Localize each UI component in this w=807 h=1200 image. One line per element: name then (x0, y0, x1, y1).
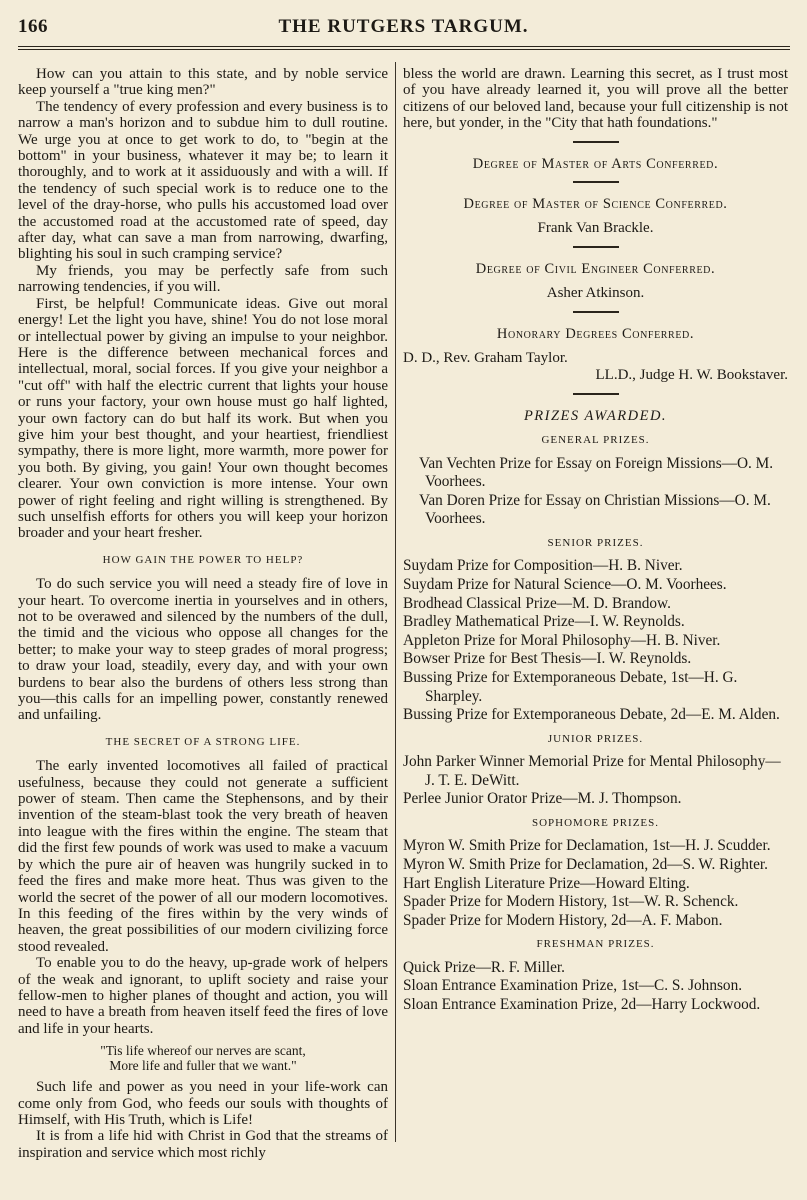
section-rule (573, 181, 619, 183)
prize-item: Myron W. Smith Prize for Declamation, 1st—H. J. Scudder. (403, 837, 771, 855)
paragraph: My friends, you may be perfectly safe from such narrowing tendencies, if you will. (18, 262, 388, 296)
prizes-title: PRIZES AWARDED. (523, 407, 668, 424)
paragraph: How can you attain to this state, and by noble service keep yourself a "true king men?" (18, 66, 388, 99)
prize-item: Myron W. Smith Prize for Declamation, 2d—S. W. Righter. (403, 856, 768, 873)
paragraph: Such life and power as you need in your life-work can come only from God, who feeds our souls with thoughts of Himself, with His Truth, which is Life! (18, 1079, 388, 1128)
prize-item: Van Doren Prize for Essay on Christian Missions—O. M. Voorhees. (419, 491, 771, 528)
prize-item: Quick Prize—R. F. Miller. (403, 958, 565, 976)
verse-quote (18, 1043, 388, 1073)
degree-heading-science: Degree of Master of Science Conferred. (463, 196, 728, 213)
quote-line: More life and fuller that we want." (109, 1058, 297, 1074)
degree-recipient: Frank Van Brackle. (537, 220, 654, 237)
page-header (0, 14, 807, 50)
honorary-recipient: LL.D., Judge H. W. Bookstaver. (595, 367, 788, 384)
running-title: THE RUTGERS TARGUM. (278, 16, 529, 37)
paragraph: It is from a life hid with Christ in God that the streams of inspiration and service which most richly (18, 1128, 388, 1161)
section-rule (573, 311, 619, 313)
prize-category-heading: FRESHMAN PRIZES. (536, 938, 655, 951)
prize-item: Sloan Entrance Examination Prize, 1st—C. S. Johnson. (403, 977, 743, 995)
paragraph: bless the world are drawn. Learning this secret, as I trust most of you have already learned it, you will prove all the better citizens of our beloved land, because your full citizenship is not here, but yonder, in the "City that hath foundations." (403, 66, 788, 132)
section-rule (573, 246, 619, 248)
prize-item: Spader Prize for Modern History, 2d—A. F. Mabon. (403, 911, 723, 929)
right-column (403, 66, 788, 1192)
degree-heading-civil: Degree of Civil Engineer Conferred. (475, 260, 716, 277)
column-divider (395, 62, 396, 1142)
section-rule (573, 393, 619, 395)
paragraph: The early invented locomotives all failed of practical usefulness, because they could not generate a sufficient power of steam. Then came the Stephensons, and by their invention of the steam-blast took the very breath of heaven into league with the fires within the engine. The steam that did the first few pounds of work was used to make a vacuum by which the pure air of heaven was hungrily sucked in to feed the fires and make more heat. Thus was given to the world the secret of the power of all our modern locomotives. In this feeding of the fires within by the very winds of heaven, the great possibilities of our modern civilizing force stood revealed. (18, 758, 388, 955)
prize-item: Bradley Mathematical Prize—I. W. Reynolds. (403, 613, 685, 631)
section-heading: THE SECRET OF A STRONG LIFE. (105, 735, 301, 748)
prize-item: Suydam Prize for Composition—H. B. Niver. (403, 557, 683, 575)
prize-item: Brodhead Classical Prize—M. D. Brandow. (403, 594, 671, 612)
paragraph: To do such service you will need a steady fire of love in your heart. To overcome inertia in yourselves and in others, not to be overawed and silenced by the numbers of the dull, the timid and the vicious who oppose all changes for the better; to make your way to steep grades of moral progress; to draw your load, steadily, every day, and with your own burdens to bear also the burdens of others less strong than you—this calls for an impelling power, constantly renewed and unfailing. (18, 576, 388, 724)
prize-item: Appleton Prize for Moral Philosophy—H. B. Niver. (403, 631, 721, 649)
prize-item: Hart English Literature Prize—Howard Elting. (403, 874, 690, 892)
prize-item: Spader Prize for Modern History, 1st—W. R. Schenck. (403, 893, 739, 911)
section-rule (573, 141, 619, 143)
honorary-recipient: D. D., Rev. Graham Taylor. (403, 350, 568, 367)
prize-item: Van Vechten Prize for Essay on Foreign Missions—O. M. Voorhees. (419, 454, 774, 491)
degree-recipient: Asher Atkinson. (546, 285, 645, 302)
prize-item: Perlee Junior Orator Prize—M. J. Thompson. (403, 790, 682, 808)
prize-category-heading: JUNIOR PRIZES. (547, 732, 644, 745)
prize-category-heading: SOPHOMORE PRIZES. (531, 817, 660, 829)
paragraph: The tendency of every profession and every business is to narrow a man's horizon and to subdue him to dull routine. We urge you at once to get work to do, to "begin at the bottom" in your business, whatever it may be; to learn it thoroughly, and to work at it assiduously and with a will. If the tendency of such special work is to reduce one to the level of the dray-horse, who pulls his accustomed load over the accustomed road at the accustomed rate of speed, day after day, what can save a man from narrowing, dwarfing, blighting his soul in such cramping service? (18, 98, 388, 263)
prize-item: Suydam Prize for Natural Science—O. M. Voorhees. (403, 576, 727, 594)
section-heading: HOW GAIN THE POWER TO HELP? (102, 553, 304, 566)
prize-item: Bussing Prize for Extemporaneous Debate, 1st—H. G. Sharpley. (403, 669, 738, 705)
header-rule (18, 46, 790, 50)
prize-category-heading: GENERAL PRIZES. (541, 434, 650, 447)
prize-item: Bussing Prize for Extemporaneous Debate, 2d—E. M. Alden. (403, 706, 780, 724)
quote-line: "Tis life whereof our nerves are scant, (100, 1043, 306, 1059)
degree-heading-honorary: Honorary Degrees Conferred. (496, 325, 695, 342)
paragraph: To enable you to do the heavy, up-grade work of helpers of the weak and ignorant, to uplift society and raise your fellow-men to higher planes of thought and action, you will need to have a breath from heaven itself feed the fires of love and life in your hearts. (18, 955, 388, 1037)
left-column (18, 66, 388, 1192)
degree-heading-arts: Degree of Master of Arts Conferred. (472, 155, 719, 172)
prize-item: John Parker Winner Memorial Prize for Mental Philosophy—J. T. E. DeWitt. (403, 753, 781, 789)
prize-item: Bowser Prize for Best Thesis—I. W. Reynolds. (403, 650, 692, 668)
prize-item: Sloan Entrance Examination Prize, 2d—Harry Lockwood. (403, 995, 761, 1013)
prize-category-heading: SENIOR PRIZES. (547, 537, 644, 550)
paragraph: First, be helpful! Communicate ideas. Give out moral energy! Let the light you have, shine! You do not lose moral or intellectual power by giving an impulse to your neighbor. Here is the difference between mechanical forces and intellectual, moral, social forces. If you give your neighbor a "cut off" with half the electric current that lights your house or runs your factory, your own house must go half lighted, your own factory can do but half its work. But when you give him your best thought, and your heartiest, friendliest sympathy, there is more light, more warmth, more power for you both. By giving, you gain! Your own thought becomes clearer. Your own conviction is more intense. Your own power of right feeling and right willing is strengthened. By such unselfish efforts for others you will keep your horizon broader and your heart fresher. (18, 295, 388, 542)
page-number: 166 (18, 16, 48, 37)
